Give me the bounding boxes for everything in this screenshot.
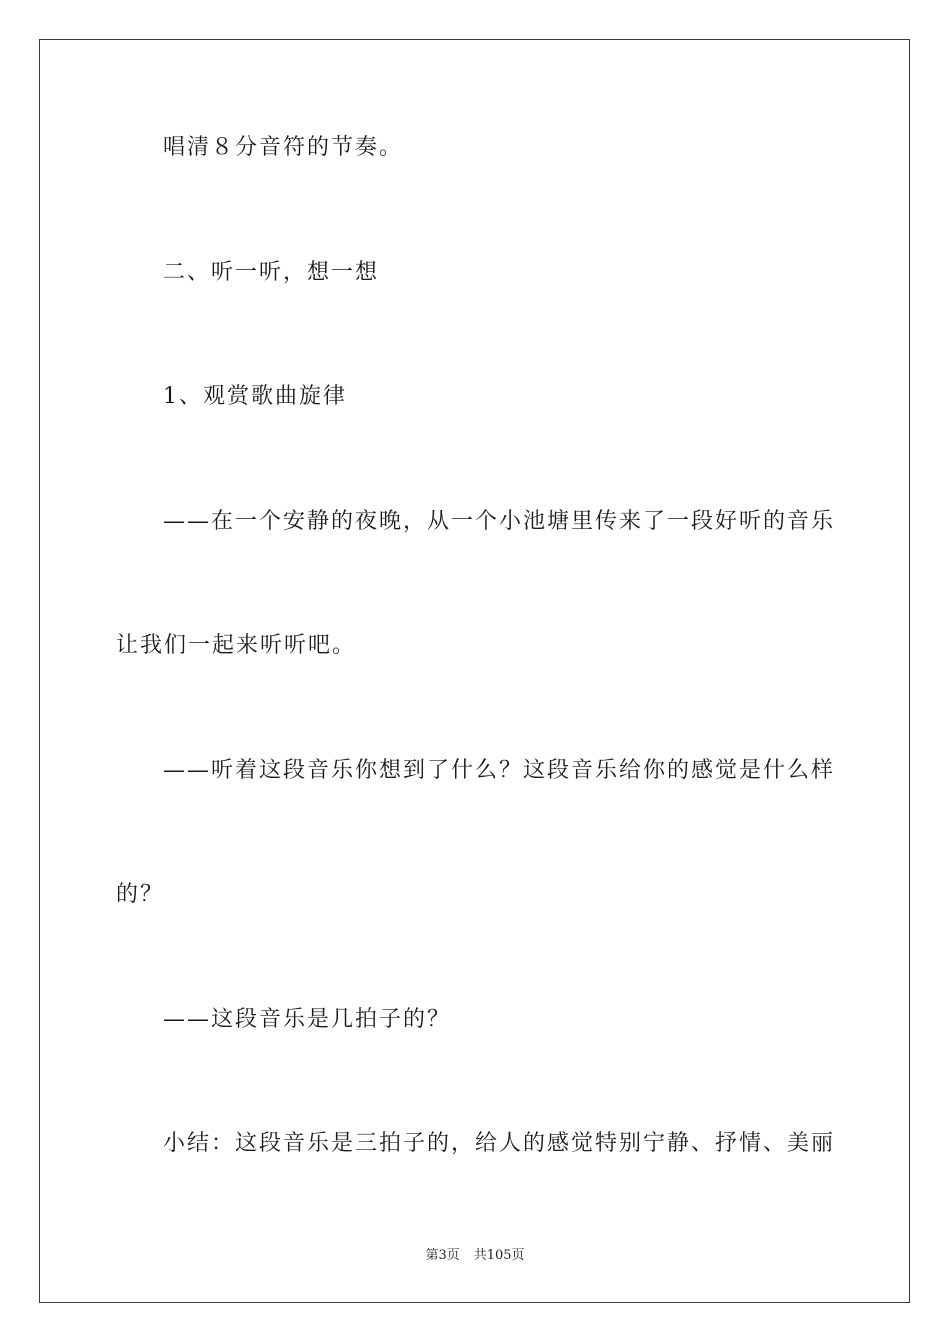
summary-line: 小结：这段音乐是三拍子的，给人的感觉特别宁静、抒情、美丽 xyxy=(163,1131,836,1156)
paragraph-line-4: ——在一个安静的夜晚，从一个小池塘里传来了一段好听的音乐 xyxy=(163,509,836,534)
paragraph-line-7: 的？ xyxy=(116,882,165,907)
paragraph-line-1: 唱清８分音符的节奏。 xyxy=(163,135,404,160)
page-footer xyxy=(0,1247,950,1265)
page-border xyxy=(39,39,910,1303)
paragraph-line-8: ——这段音乐是几拍子的？ xyxy=(163,1007,452,1032)
total-pages: 共105页 xyxy=(473,1248,525,1263)
section-heading: 二、听一听，想一想 xyxy=(163,260,380,285)
subsection-heading: 1、观赏歌曲旋律 xyxy=(163,384,347,409)
page-number: 第3页 xyxy=(425,1248,460,1263)
paragraph-line-5: 让我们一起来听听吧。 xyxy=(116,633,357,658)
paragraph-line-6: ——听着这段音乐你想到了什么？这段音乐给你的感觉是什么样 xyxy=(163,758,836,783)
